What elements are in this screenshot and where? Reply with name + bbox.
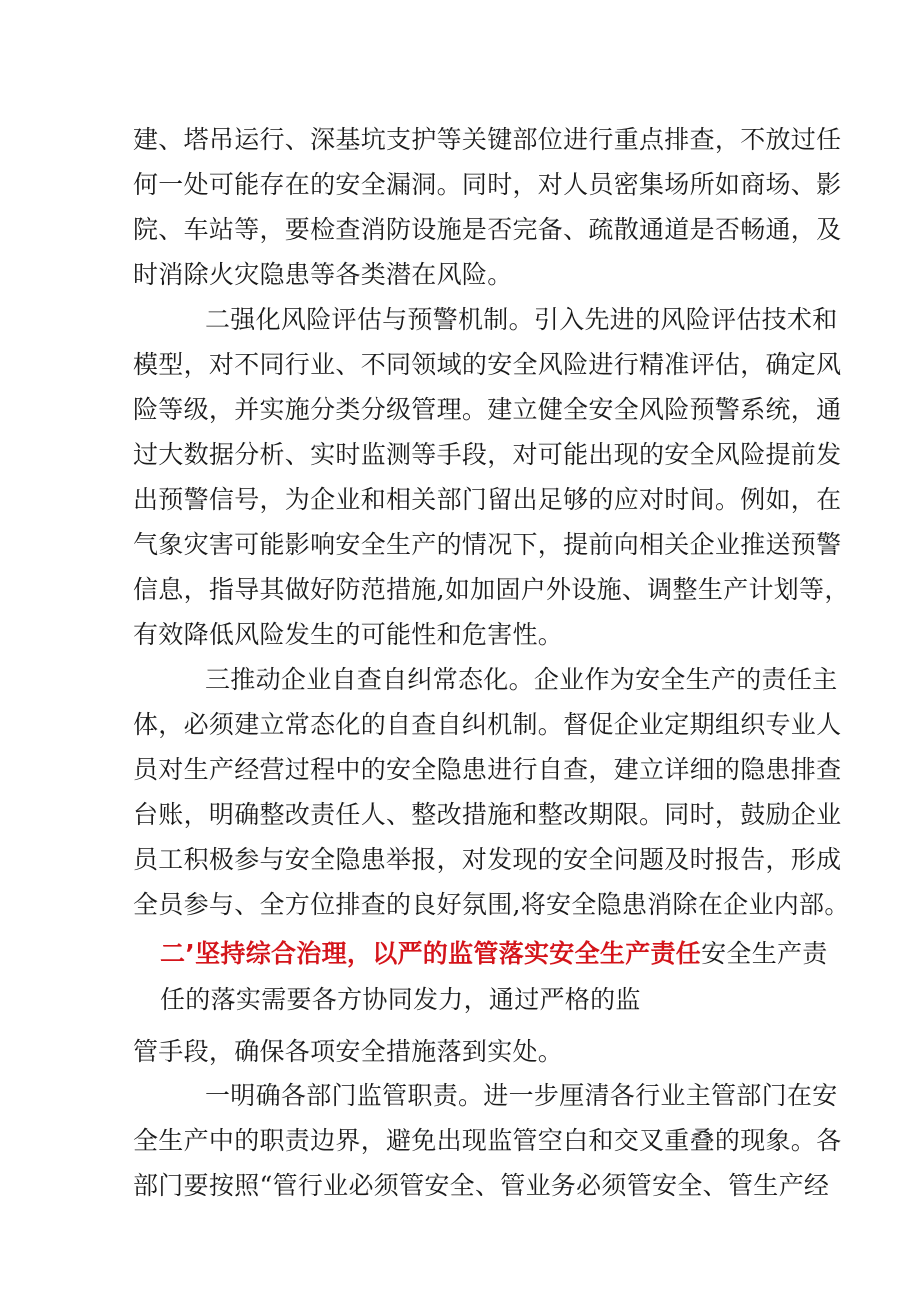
section-heading-continuation: 安全生产责: [701, 939, 828, 968]
paragraph-1-line-3: 院、车站等，要检查消防设施是否完备、疏散通道是否畅通，及: [133, 215, 842, 244]
paragraph-2-line-8: 有效降低风险发生的可能性和危害性。: [133, 620, 564, 649]
paragraph-3-line-2: 体，必须建立常态化的自查自纠机制。督促企业定期组织专业人: [133, 710, 842, 739]
paragraph-2-line-5: 出预警信号，为企业和相关部门留出足够的应对时间。例如，在: [133, 485, 842, 514]
paragraph-4-line-1: 任的落实需要各方协同发力，通过严格的监: [160, 985, 641, 1014]
paragraph-5-line-3: 部门要按照“管行业必须管安全、管业务必须管安全、管生产经: [133, 1171, 830, 1200]
section-heading-line: [160, 934, 828, 974]
paragraph-3-line-5: 员工积极参与安全隐患举报，对发现的安全问题及时报告，形成: [133, 845, 842, 874]
paragraph-3-line-6: 全员参与、全方位排查的良好氛围,将安全隐患消除在企业内部。: [133, 890, 850, 919]
paragraph-2-line-1: 二强化风险评估与预警机制。引入先进的风险评估技术和: [205, 305, 838, 334]
paragraph-3-line-4: 台账，明确整改责任人、整改措施和整改期限。同时，鼓励企业: [133, 800, 842, 829]
paragraph-2-line-6: 气象灾害可能影响安全生产的情况下，提前向相关企业推送预警: [133, 530, 842, 559]
paragraph-5-line-1: 一明确各部门监管职责。进一步厘清各行业主管部门在安: [205, 1081, 838, 1110]
paragraph-1-line-4: 时消除火灾隐患等各类潜在风险。: [133, 260, 513, 289]
paragraph-2-line-7: 信息，指导其做好防范措施,如加固户外设施、调整生产计划等，: [133, 575, 850, 604]
paragraph-2-line-3: 险等级，并实施分类分级管理。建立健全安全风险预警系统，通: [133, 395, 842, 424]
section-heading: 二’坚持综合治理，以严的监管落实安全生产责任: [160, 939, 702, 968]
paragraph-3-line-1: 三推动企业自查自纠常态化。企业作为安全生产的责任主: [205, 665, 838, 694]
paragraph-2-line-2: 模型，对不同行业、不同领域的安全风险进行精准评估，确定风: [133, 350, 842, 379]
paragraph-5-line-2: 全生产中的职责边界，避免出现监管空白和交叉重叠的现象。各: [133, 1126, 842, 1155]
paragraph-1-line-2: 何一处可能存在的安全漏洞。同时，对人员密集场所如商场、影: [133, 170, 842, 199]
paragraph-1-line-1: 建、塔吊运行、深基坑支护等关键部位进行重点排查，不放过任: [133, 125, 842, 154]
paragraph-3-line-3: 员对生产经营过程中的安全隐患进行自查，建立详细的隐患排查: [133, 755, 842, 784]
paragraph-2-line-4: 过大数据分析、实时监测等手段，对可能出现的安全风险提前发: [133, 440, 842, 469]
paragraph-4-line-2: 管手段，确保各项安全措施落到实处。: [133, 1037, 564, 1066]
